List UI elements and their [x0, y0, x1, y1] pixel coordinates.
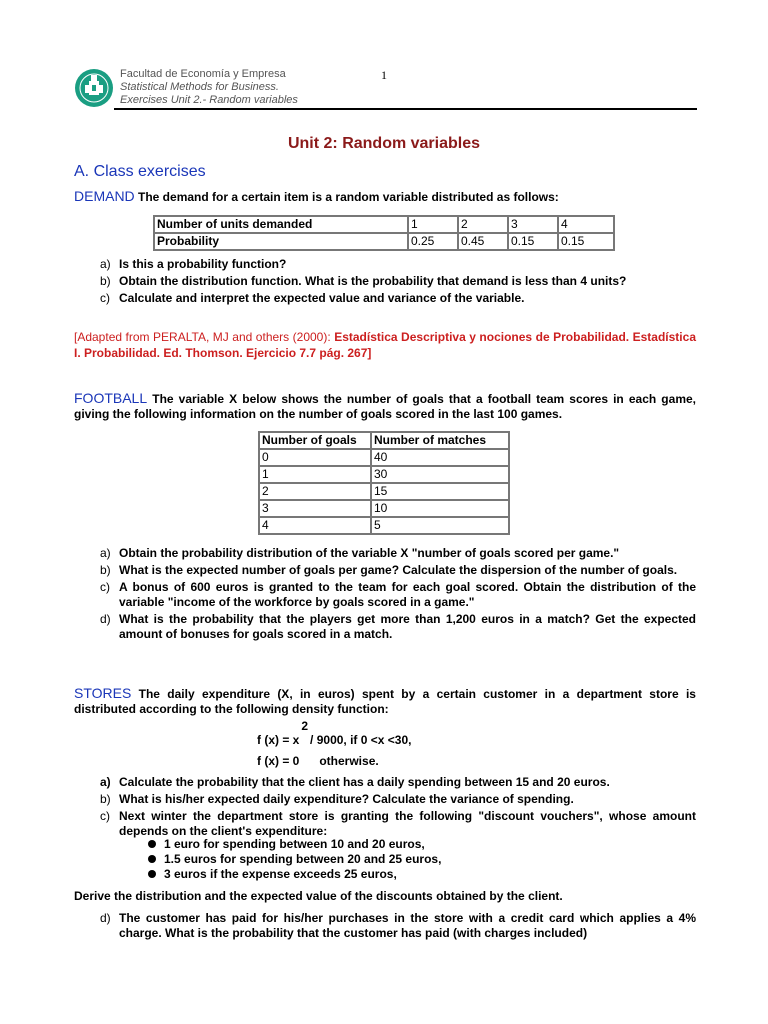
list-item: b) What is his/her expected daily expenditure? Calculate the variance of spending.	[100, 792, 574, 806]
list-item: 3 euros if the expense exceeds 25 euros,	[148, 867, 441, 882]
bullet-icon	[148, 870, 156, 878]
table-cell: 5	[371, 517, 509, 534]
demand-reference: [Adapted from PERALTA, MJ and others (2000): Estadística Descriptiva y nociones de Probabilidad. Estadística I. Probabilidad. Ed. Thomson. Ejercicio 7.7 pág. 267]	[74, 330, 696, 360]
list-item: a) Is this a probability function?	[100, 257, 287, 271]
table-cell: 3	[508, 216, 558, 233]
stores-text: The daily expenditure (X, in euros) spent by a certain customer in a department store is distributed according to the following density function:	[74, 687, 696, 716]
exponent: 2	[301, 719, 309, 733]
table-row	[154, 233, 614, 250]
demand-keyword: DEMAND	[74, 188, 135, 204]
list-item: 1.5 euros for spending between 20 and 25 euros,	[148, 852, 441, 867]
table-cell: 40	[371, 449, 509, 466]
table-row	[259, 500, 509, 517]
table-row	[259, 432, 509, 449]
list-item: c) Next winter the department store is granting the following "discount vouchers", whose amount depends on the client's expenditure:	[100, 809, 696, 838]
table-cell: 2	[259, 483, 371, 500]
table-cell: Probability	[154, 233, 408, 250]
page-number: 1	[381, 68, 387, 82]
table-cell: 15	[371, 483, 509, 500]
header-divider	[114, 108, 697, 110]
football-text: The variable X below shows the number of goals that a football team scores in each game, giving the following information on the number of goals scored in the last 100 games.	[74, 392, 696, 421]
table-cell: Number of units demanded	[154, 216, 408, 233]
list-item: 1 euro for spending between 10 and 20 euros,	[148, 837, 441, 852]
football-keyword: FOOTBALL	[74, 390, 148, 406]
football-intro	[74, 391, 696, 422]
list-item: c) Calculate and interpret the expected value and variance of the variable.	[100, 291, 525, 305]
table-cell: 4	[259, 517, 371, 534]
university-logo	[74, 68, 114, 108]
table-cell: 2	[458, 216, 508, 233]
density-formula: f (x) = x2/ 9000, if 0 <x <30,	[257, 719, 412, 747]
section-heading: A. Class exercises	[74, 163, 206, 180]
stores-question-d	[100, 911, 696, 941]
list-item: d) What is the probability that the players get more than 1,200 euros in a match? Get the expected amount of bonuses for goals scored in a match.	[100, 612, 696, 641]
density-formula-otherwise: f (x) = 0 otherwise.	[257, 754, 379, 768]
stores-intro	[74, 686, 696, 717]
table-cell: 3	[259, 500, 371, 517]
list-item: d) The customer has paid for his/her purchases in the store with a credit card which applies a 4% charge. What is the probability that the customer has paid (with charges included)	[100, 911, 696, 940]
bullet-icon	[148, 855, 156, 863]
table-cell: 1	[259, 466, 371, 483]
table-cell: 1	[408, 216, 458, 233]
demand-text: The demand for a certain item is a random variable distributed as follows:	[138, 190, 559, 204]
table-cell: 0.25	[408, 233, 458, 250]
voucher-list	[148, 837, 441, 882]
unit-name: Exercises Unit 2.- Random variables	[120, 94, 298, 106]
football-questions	[100, 546, 696, 642]
table-cell: 0.45	[458, 233, 508, 250]
demand-intro	[74, 189, 696, 205]
course-name: Statistical Methods for Business.	[120, 81, 279, 93]
list-item: b) Obtain the distribution function. What is the probability that demand is less than 4 units?	[100, 274, 627, 288]
table-row	[259, 466, 509, 483]
page-title: Unit 2: Random variables	[287, 135, 481, 152]
list-item: b) What is the expected number of goals per game? Calculate the dispersion of the number of goals.	[100, 563, 678, 577]
demand-table	[153, 215, 615, 251]
table-cell: 10	[371, 500, 509, 517]
table-header: Number of matches	[371, 432, 509, 449]
demand-questions	[100, 257, 696, 306]
list-item: a) Obtain the probability distribution of the variable X "number of goals scored per game."	[100, 546, 620, 560]
stores-keyword: STORES	[74, 685, 132, 701]
stores-derive: Derive the distribution and the expected value of the discounts obtained by the client.	[74, 889, 563, 903]
table-cell: 0.15	[558, 233, 614, 250]
stores-questions	[100, 775, 696, 839]
football-table	[258, 431, 510, 535]
table-cell: 4	[558, 216, 614, 233]
list-item: a) Calculate the probability that the client has a daily spending between 15 and 20 euros.	[100, 775, 610, 789]
table-cell: 0	[259, 449, 371, 466]
list-item: c) A bonus of 600 euros is granted to the team for each goal scored. Obtain the distribution of the variable "income of the workforce by goals scored in a game."	[100, 580, 696, 609]
table-header: Number of goals	[259, 432, 371, 449]
table-cell: 30	[371, 466, 509, 483]
table-row	[259, 483, 509, 500]
page-header	[72, 66, 697, 110]
table-row	[154, 216, 614, 233]
table-cell: 0.15	[508, 233, 558, 250]
table-row	[259, 517, 509, 534]
table-row	[259, 449, 509, 466]
faculty-name: Facultad de Economía y Empresa	[120, 68, 286, 80]
bullet-icon	[148, 840, 156, 848]
